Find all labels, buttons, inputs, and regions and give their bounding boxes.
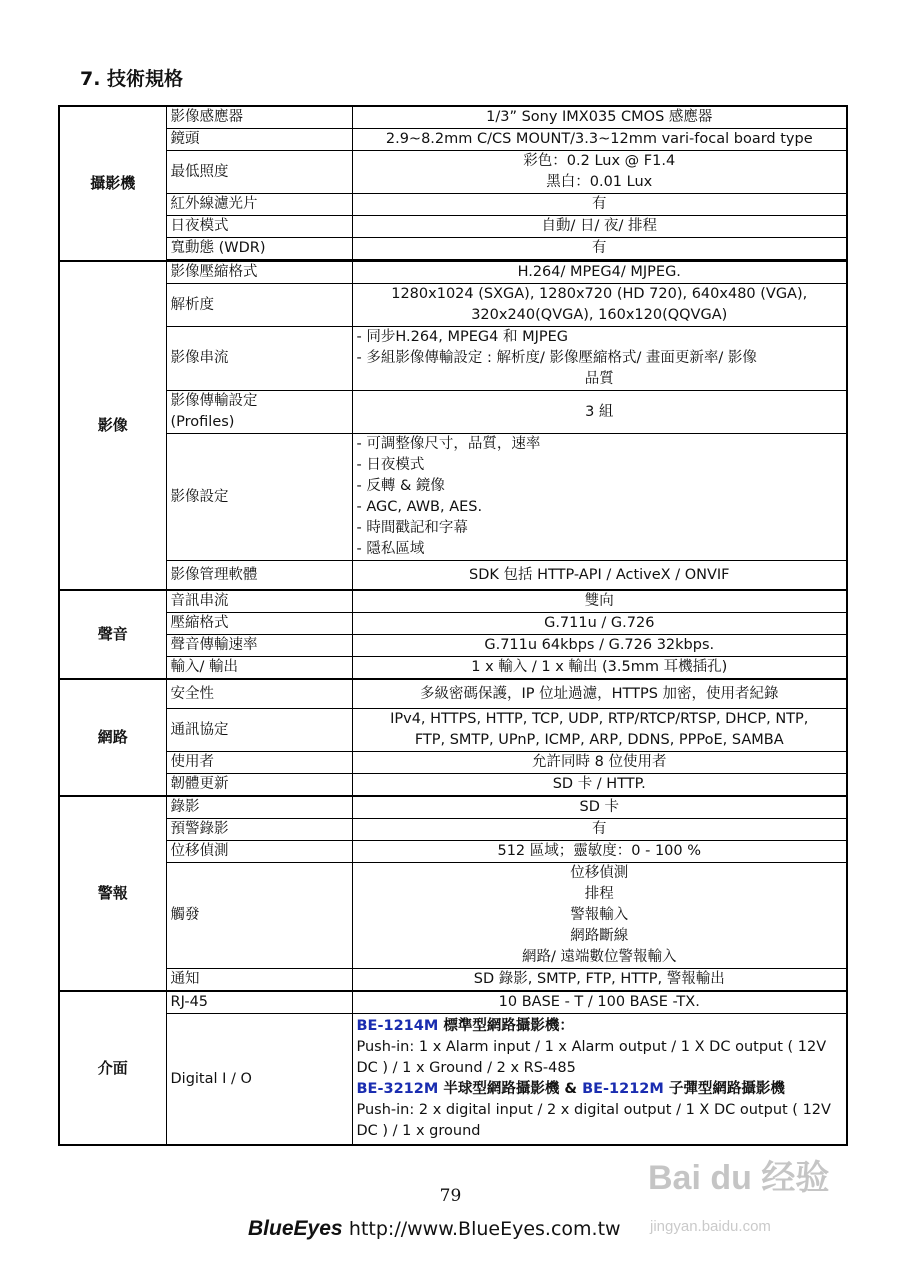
row-label: 影像設定	[166, 434, 352, 561]
row-label: 預警錄影	[166, 819, 352, 841]
value-line: 黑白：0.01 Lux	[546, 174, 653, 190]
value-line: 1280x1024 (SXGA), 1280x720 (HD 720), 640x480 (VGA),	[391, 286, 808, 302]
model-desc: 標準型網路攝影機：	[438, 1018, 574, 1034]
row-label: 壓縮格式	[166, 613, 352, 635]
table-row	[59, 434, 847, 561]
row-label: 通訊協定	[166, 709, 352, 752]
row-label: 影像感應器	[166, 106, 352, 129]
row-value: H.264/ MPEG4/ MJPEG.	[352, 261, 847, 284]
row-value: G.711u / G.726	[352, 613, 847, 635]
row-label: 使用者	[166, 752, 352, 774]
row-label: 音訊串流	[166, 590, 352, 613]
watermark-logo: Bai du 经验	[648, 1159, 830, 1197]
table-row	[59, 106, 847, 129]
row-value	[352, 1014, 847, 1146]
list-item: - 可調整像尺寸，品質，速率	[356, 436, 541, 452]
value-line: 彩色：0.2 Lux @ F1.4	[523, 153, 676, 169]
page-number: 79	[439, 1186, 462, 1206]
watermark-url: jingyan.baidu.com	[650, 1218, 771, 1235]
row-label: Digital I / O	[166, 1014, 352, 1146]
table-row	[59, 238, 847, 260]
row-value: 3 組	[352, 391, 847, 434]
row-label: 最低照度	[166, 151, 352, 194]
table-row	[59, 635, 847, 657]
list-item: 網路斷線	[570, 928, 629, 944]
table-row	[59, 863, 847, 969]
row-value: SD 錄影, SMTP, FTP, HTTP, 警報輸出	[352, 969, 847, 992]
list-item: - 日夜模式	[356, 457, 425, 473]
list-item: - 反轉 & 鏡像	[356, 478, 445, 494]
table-row	[59, 1014, 847, 1146]
model-desc: 子彈型網路攝影機	[663, 1081, 785, 1097]
value-line: Push-in: 1 x Alarm input / 1 x Alarm output / 1 X DC output ( 12V	[356, 1039, 827, 1055]
table-row	[59, 774, 847, 797]
table-row	[59, 752, 847, 774]
value-line: 320x240(QVGA), 160x120(QQVGA)	[471, 307, 728, 323]
row-value	[352, 434, 847, 561]
row-value	[352, 863, 847, 969]
table-row	[59, 151, 847, 194]
row-value: 雙向	[352, 590, 847, 613]
row-value	[352, 327, 847, 391]
footer-url: http://www.BlueEyes.com.tw	[348, 1218, 621, 1240]
row-value: 2.9~8.2mm C/CS MOUNT/3.3~12mm vari-focal board type	[352, 129, 847, 151]
row-label: 鏡頭	[166, 129, 352, 151]
category-alarm: 警報	[59, 796, 166, 991]
row-label: 觸發	[166, 863, 352, 969]
table-row	[59, 991, 847, 1014]
model-code: BE-1212M	[582, 1081, 664, 1097]
value-line: DC ) / 1 x ground	[356, 1123, 481, 1139]
row-value: 512 區域；靈敏度：0 - 100 %	[352, 841, 847, 863]
table-row	[59, 391, 847, 434]
model-code: BE-3212M	[356, 1081, 439, 1097]
value-line: FTP, SMTP, UPnP, ICMP, ARP, DDNS, PPPoE, SAMBA	[414, 732, 784, 748]
table-row	[59, 709, 847, 752]
value-line: Push-in: 2 x digital input / 2 x digital output / 1 X DC output ( 12V	[356, 1102, 831, 1118]
model-heading	[357, 1016, 843, 1037]
row-label: 輸入/ 輸出	[166, 657, 352, 680]
row-value: 10 BASE - T / 100 BASE -TX.	[352, 991, 847, 1014]
row-label: 錄影	[166, 796, 352, 819]
row-value: 多級密碼保護，IP 位址過濾，HTTPS 加密，使用者紀錄	[352, 679, 847, 709]
table-row	[59, 657, 847, 680]
row-value: G.711u 64kbps / G.726 32kbps.	[352, 635, 847, 657]
list-item: 網路/ 遠端數位警報輸入	[522, 949, 677, 965]
row-label: 位移偵測	[166, 841, 352, 863]
row-value	[352, 284, 847, 327]
row-value	[352, 709, 847, 752]
row-label	[166, 391, 352, 434]
row-label: 影像串流	[166, 327, 352, 391]
table-row	[59, 129, 847, 151]
table-row	[59, 819, 847, 841]
table-row	[59, 216, 847, 238]
model-code: BE-1214M	[356, 1018, 439, 1034]
row-label: 聲音傳輸速率	[166, 635, 352, 657]
list-item: 位移偵測	[570, 865, 629, 881]
spec-table	[58, 105, 848, 1146]
row-label: 韌體更新	[166, 774, 352, 797]
row-value: 有	[352, 194, 847, 216]
category-network: 網路	[59, 679, 166, 796]
label-line: (Profiles)	[170, 414, 235, 430]
table-row	[59, 679, 847, 709]
row-label: 影像管理軟體	[166, 561, 352, 591]
value-line: - 同步H.264, MPEG4 和 MJPEG	[356, 329, 569, 345]
model-heading	[357, 1079, 843, 1100]
row-value: 自動/ 日/ 夜/ 排程	[352, 216, 847, 238]
row-value: 允許同時 8 位使用者	[352, 752, 847, 774]
table-row	[59, 796, 847, 819]
table-row	[59, 194, 847, 216]
table-row	[59, 590, 847, 613]
list-item: 警報輸入	[570, 907, 629, 923]
row-value: SD 卡	[352, 796, 847, 819]
list-item: - 時間戳記和字幕	[356, 520, 468, 536]
row-label: 日夜模式	[166, 216, 352, 238]
row-label: 通知	[166, 969, 352, 992]
table-row	[59, 327, 847, 391]
table-row	[59, 613, 847, 635]
category-image: 影像	[59, 261, 166, 590]
row-value	[352, 151, 847, 194]
brand-logo: BlueEyes	[248, 1217, 343, 1240]
row-label: 安全性	[166, 679, 352, 709]
list-item: 排程	[584, 886, 614, 902]
list-item: - 隱私區域	[356, 541, 425, 557]
row-value: 1/3” Sony IMX035 CMOS 感應器	[352, 106, 847, 129]
table-row	[59, 284, 847, 327]
table-row	[59, 841, 847, 863]
model-desc: 半球型網路攝影機 &	[438, 1081, 583, 1097]
section-heading: 7. 技術規格	[80, 68, 184, 90]
row-value: 有	[352, 819, 847, 841]
footer	[248, 1216, 621, 1241]
category-audio: 聲音	[59, 590, 166, 679]
row-label: 紅外線濾光片	[166, 194, 352, 216]
row-label: 寬動態 (WDR)	[166, 238, 352, 260]
row-value: SDK 包括 HTTP-API / ActiveX / ONVIF	[352, 561, 847, 591]
label-line: 影像傳輸設定	[170, 393, 258, 409]
row-label: 影像壓縮格式	[166, 261, 352, 284]
row-value: 有	[352, 238, 847, 260]
row-value: 1 x 輸入 / 1 x 輸出 (3.5mm 耳機插孔)	[352, 657, 847, 680]
row-label: 解析度	[166, 284, 352, 327]
value-line: IPv4, HTTPS, HTTP, TCP, UDP, RTP/RTCP/RTSP, DHCP, NTP,	[390, 711, 809, 727]
table-row	[59, 261, 847, 284]
value-line: DC ) / 1 x Ground / 2 x RS-485	[356, 1060, 576, 1076]
row-label: RJ-45	[166, 991, 352, 1014]
row-value: SD 卡 / HTTP.	[352, 774, 847, 797]
category-interface: 介面	[59, 991, 166, 1145]
list-item: - AGC, AWB, AES.	[356, 499, 483, 515]
table-row	[59, 561, 847, 591]
value-line: 品質	[584, 371, 614, 387]
table-row	[59, 969, 847, 992]
category-camera: 攝影機	[59, 106, 166, 261]
value-line: - 多組影像傳輸設定 : 解析度/ 影像壓縮格式/ 畫面更新率/ 影像	[356, 350, 757, 366]
